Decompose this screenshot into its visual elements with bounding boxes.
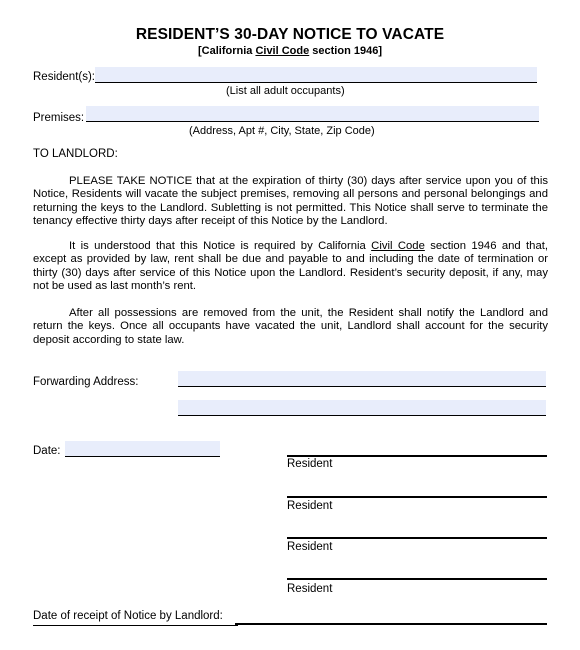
resident-signature-line-2[interactable] xyxy=(287,496,547,498)
bottom-rule xyxy=(33,625,238,626)
residents-field[interactable] xyxy=(95,67,537,83)
document-title: RESIDENT’S 30-DAY NOTICE TO VACATE xyxy=(135,26,445,43)
notice-paragraph-1 xyxy=(33,175,548,228)
resident-signature-label-1: Resident xyxy=(287,458,333,470)
resident-signature-line-1[interactable] xyxy=(287,455,547,457)
forwarding-address-label: Forwarding Address: xyxy=(33,376,139,388)
resident-signature-label-4: Resident xyxy=(287,583,333,595)
resident-signature-label-3: Resident xyxy=(287,541,333,553)
paragraph-2-pre: It is understood that this Notice is required by California xyxy=(69,240,372,252)
premises-field[interactable] xyxy=(86,106,539,122)
receipt-date-field[interactable] xyxy=(235,623,547,625)
notice-paragraph-3 xyxy=(33,307,548,347)
resident-signature-label-2: Resident xyxy=(287,500,333,512)
premises-label: Premises: xyxy=(33,112,85,124)
resident-signature-line-3[interactable] xyxy=(287,537,547,539)
date-field[interactable] xyxy=(65,441,220,457)
paragraph-3-text: After all possessions are removed from the unit, the Resident shall notify the Landlord and return the keys. Once all occupants have vacated the unit, Landlord shall account for the security deposit according to state law. xyxy=(33,307,548,346)
forwarding-address-field-2[interactable] xyxy=(178,400,546,416)
notice-paragraph-2 xyxy=(33,240,548,293)
subtitle-suffix: section 1946] xyxy=(309,45,382,57)
paragraph-1-text: PLEASE TAKE NOTICE that at the expiration of thirty (30) days after service upon you of this Notice, Residents will vacate the subject premises, removing all persons and personal belongings and returning the keys to the Landlord. Subletting is not permitted. This Notice shall serve to terminate the tenancy effective thirty days after receipt of this Notice by the Landlord. xyxy=(33,175,548,227)
to-landlord-heading: TO LANDLORD: xyxy=(33,148,118,160)
receipt-date-label: Date of receipt of Notice by Landlord: xyxy=(33,610,223,622)
paragraph-2-post: section 1946 and that, except as provided by law, rent shall be due and payable to and including the date of termination or thirty (30) days after service of this Notice upon the Landlord. Resident’s security deposit, if any, may not be used as last month’s rent. xyxy=(33,240,549,292)
civil-code-link-2[interactable]: Civil Code xyxy=(371,240,425,252)
residents-label: Resident(s): xyxy=(33,71,95,83)
premises-hint: (Address, Apt #, City, State, Zip Code) xyxy=(189,125,375,137)
document-subtitle xyxy=(0,45,580,57)
subtitle-prefix: [California xyxy=(197,45,256,57)
resident-signature-line-4[interactable] xyxy=(287,578,547,580)
forwarding-address-field-1[interactable] xyxy=(178,371,546,387)
date-label: Date: xyxy=(33,445,61,457)
residents-hint: (List all adult occupants) xyxy=(226,85,345,97)
civil-code-link[interactable]: Civil Code xyxy=(255,45,310,57)
